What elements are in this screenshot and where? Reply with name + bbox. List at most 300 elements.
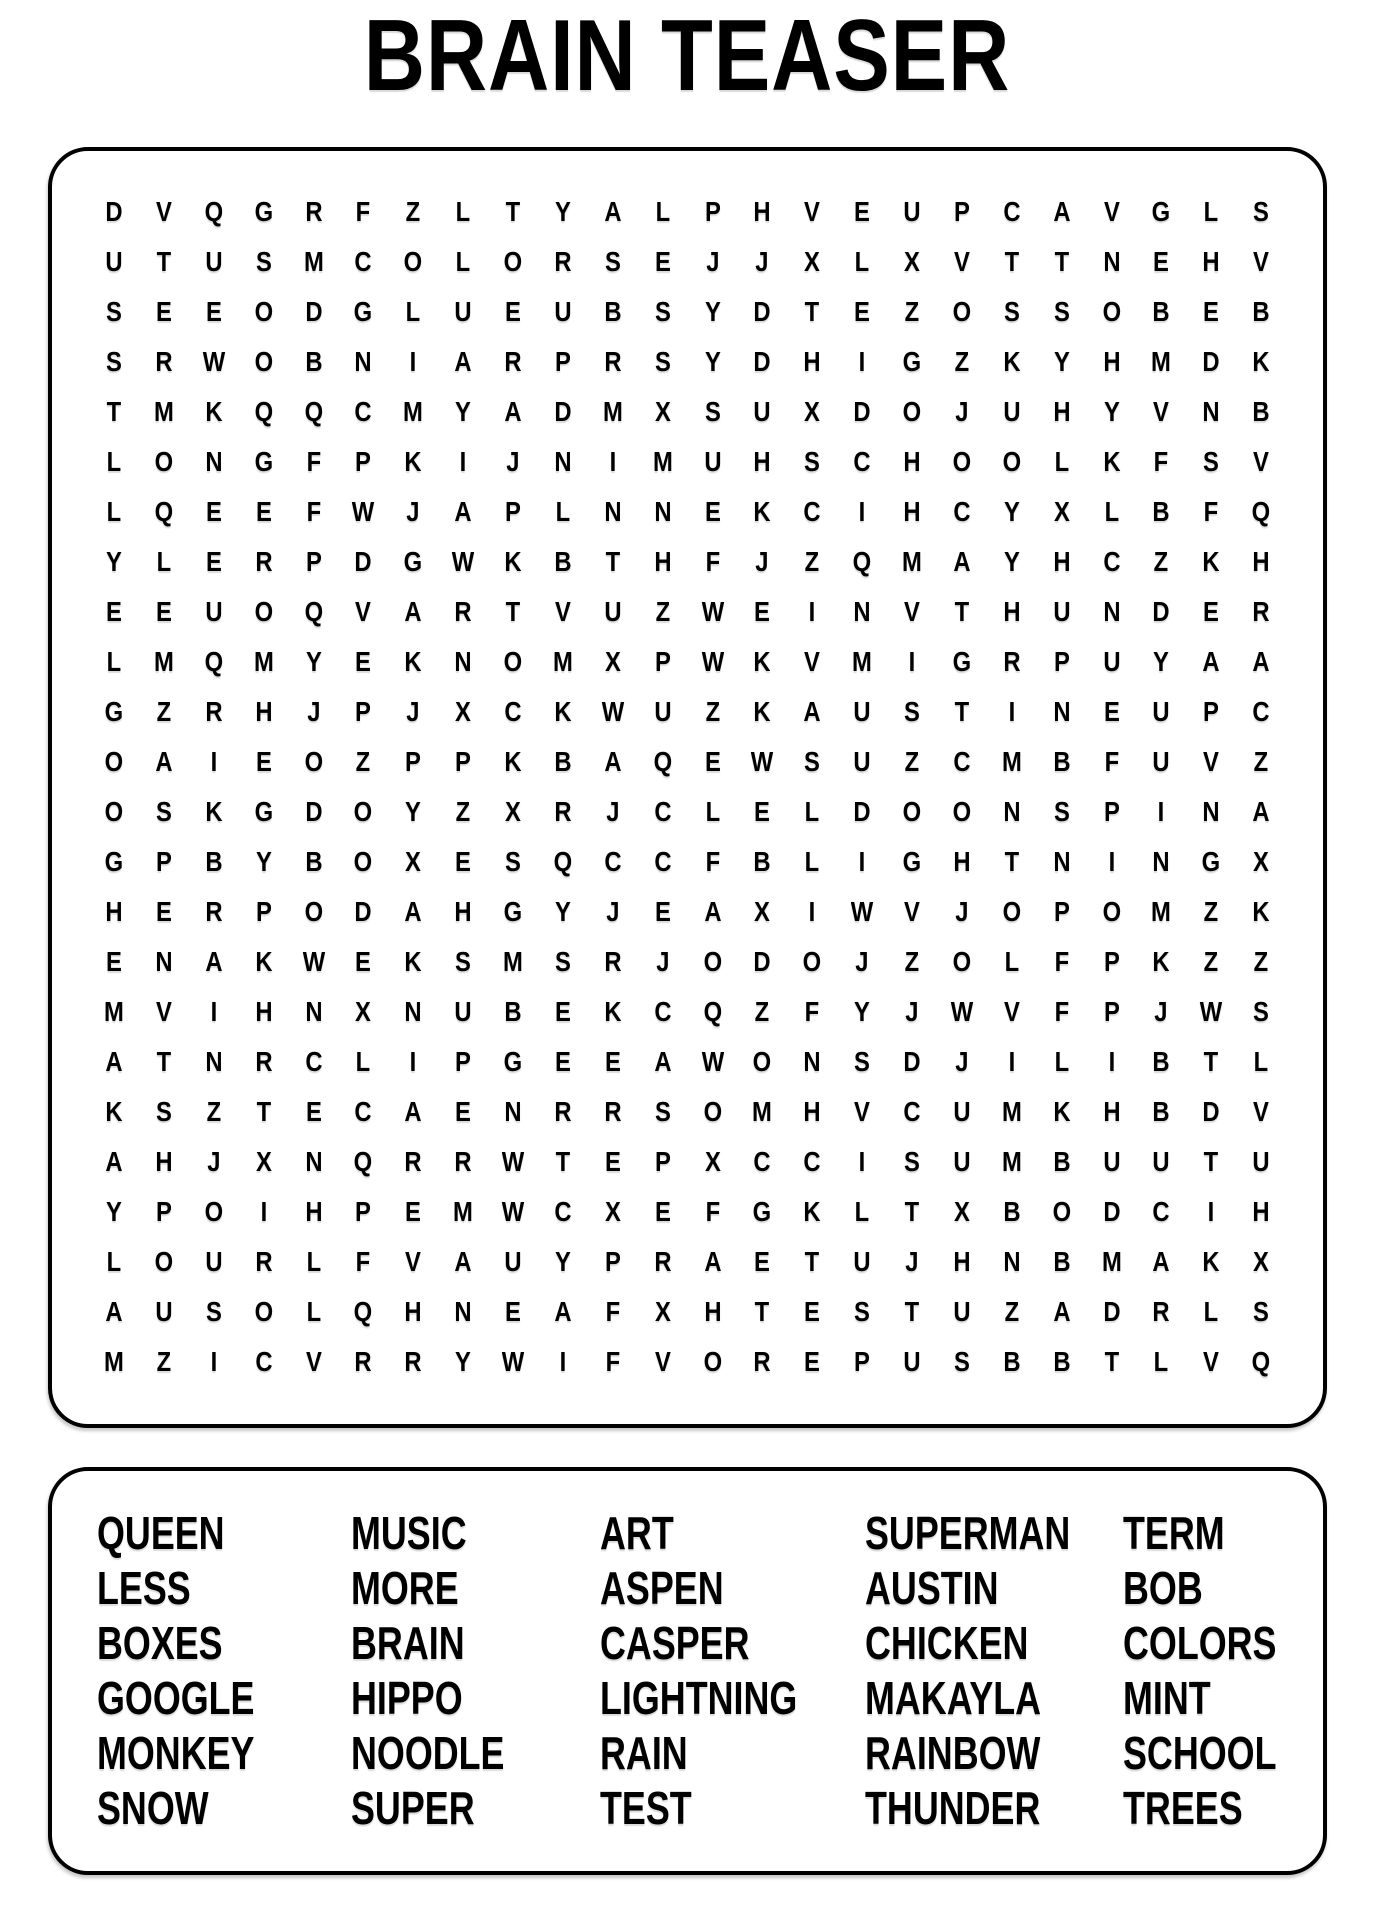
grid-letter: Q xyxy=(1251,496,1271,527)
grid-letter: D xyxy=(853,396,871,427)
grid-letter: T xyxy=(156,1046,172,1077)
grid-letter: Z xyxy=(655,596,670,627)
grid-letter: V xyxy=(903,896,920,927)
grid-letter: L xyxy=(1253,1046,1269,1077)
grid-letter: A xyxy=(454,496,472,527)
grid-letter: L xyxy=(804,846,820,877)
grid-letter: J xyxy=(655,946,670,977)
grid-letter: H xyxy=(254,996,273,1027)
word-list-box xyxy=(48,1467,1327,1875)
grid-letter: I xyxy=(1158,796,1165,827)
grid-letter: N xyxy=(1003,1246,1021,1277)
grid-letter: O xyxy=(354,846,373,877)
grid-letter: W xyxy=(302,946,325,977)
grid-letter: W xyxy=(850,896,874,927)
grid-letter: G xyxy=(1152,196,1171,227)
grid-letter: L xyxy=(804,796,820,827)
grid-letter: T xyxy=(505,196,521,227)
grid-letter: E xyxy=(1153,246,1170,277)
grid-letter: F xyxy=(705,846,720,877)
grid-letter: G xyxy=(354,296,373,327)
grid-letter: U xyxy=(1152,696,1170,727)
grid-letter: B xyxy=(1052,746,1071,777)
grid-letter: J xyxy=(606,896,620,927)
grid-letter: A xyxy=(703,1246,722,1277)
grid-letter: W xyxy=(701,596,724,627)
grid-letter: A xyxy=(404,1096,422,1127)
grid-letter: S xyxy=(804,446,821,477)
word-item: SNOW xyxy=(97,1781,209,1834)
grid-letter: O xyxy=(1002,446,1021,477)
grid-letter: T xyxy=(904,1196,920,1227)
grid-letter: Z xyxy=(904,296,920,327)
grid-letter: L xyxy=(106,646,122,677)
word-item: TEST xyxy=(600,1781,692,1834)
grid-letter: K xyxy=(1152,946,1170,977)
grid-letter: Z xyxy=(156,1346,172,1377)
grid-letter: D xyxy=(1202,346,1220,377)
grid-letter: Z xyxy=(755,996,770,1027)
grid-letter: F xyxy=(1104,746,1119,777)
grid-letter: U xyxy=(953,1146,971,1177)
grid-letter: O xyxy=(254,346,273,377)
grid-letter: U xyxy=(454,296,472,327)
grid-letter: C xyxy=(653,996,672,1027)
grid-letter: R xyxy=(604,346,622,377)
grid-letter: H xyxy=(903,496,921,527)
grid-letter: X xyxy=(903,246,920,277)
grid-letter: M xyxy=(752,1096,773,1127)
grid-letter: R xyxy=(404,1146,422,1177)
grid-letter: E xyxy=(355,646,372,677)
grid-letter: T xyxy=(804,296,820,327)
grid-letter: W xyxy=(451,546,475,577)
grid-letter: C xyxy=(653,796,672,827)
grid-letter: R xyxy=(205,896,223,927)
grid-letter: T xyxy=(1054,246,1069,277)
grid-letter: U xyxy=(953,1296,971,1327)
grid-letter: I xyxy=(908,646,916,677)
grid-letter: A xyxy=(1202,646,1220,677)
grid-letter: Y xyxy=(554,1246,571,1277)
grid-letter: Q xyxy=(653,746,672,777)
grid-letter: F xyxy=(1054,996,1069,1027)
grid-letter: L xyxy=(555,496,571,527)
word-item: MAKAYLA xyxy=(865,1671,1042,1724)
word-item: CHICKEN xyxy=(865,1616,1029,1669)
grid-letter: K xyxy=(254,946,273,977)
grid-letter: X xyxy=(953,1196,970,1227)
grid-letter: K xyxy=(753,496,771,527)
grid-letter: F xyxy=(705,1196,720,1227)
grid-letter: M xyxy=(1101,1246,1122,1277)
grid-letter: D xyxy=(304,796,323,827)
grid-letter: R xyxy=(1252,596,1270,627)
grid-letter: Z xyxy=(1154,546,1169,577)
grid-letter: S xyxy=(654,1096,671,1127)
grid-letter: Q xyxy=(703,996,722,1027)
grid-letter: E xyxy=(355,946,372,977)
grid-letter: W xyxy=(751,746,774,777)
word-item: COLORS xyxy=(1123,1616,1277,1669)
grid-letter: E xyxy=(704,496,721,527)
grid-letter: H xyxy=(1052,546,1071,577)
grid-letter: P xyxy=(1053,646,1070,677)
grid-letter: E xyxy=(455,846,472,877)
grid-letter: N xyxy=(1003,796,1021,827)
grid-letter: E xyxy=(604,1146,621,1177)
grid-letter: P xyxy=(704,196,721,227)
grid-letter: D xyxy=(304,296,323,327)
grid-letter: R xyxy=(504,346,522,377)
grid-letter: A xyxy=(803,696,821,727)
grid-letter: G xyxy=(902,346,922,377)
grid-letter: X xyxy=(1253,1246,1270,1277)
grid-letter: M xyxy=(453,1196,473,1227)
word-list-column xyxy=(600,1505,853,1835)
word-item: MINT xyxy=(1123,1671,1211,1724)
grid-letter: C xyxy=(354,396,372,427)
grid-letter: E xyxy=(754,796,771,827)
grid-letter: N xyxy=(354,346,372,377)
grid-letter: T xyxy=(1203,1146,1219,1177)
grid-letter: I xyxy=(409,1046,417,1077)
grid-letter: Y xyxy=(554,896,571,927)
grid-letter: X xyxy=(754,896,771,927)
grid-letter: U xyxy=(1252,1146,1270,1177)
grid-letter: G xyxy=(104,696,124,727)
grid-letter: M xyxy=(253,646,274,677)
grid-letter: Q xyxy=(204,196,223,227)
grid-letter: P xyxy=(355,696,372,727)
grid-letter: M xyxy=(902,546,922,577)
grid-letter: K xyxy=(753,646,771,677)
grid-letter: O xyxy=(902,396,922,427)
grid-letter: D xyxy=(1102,1296,1121,1327)
grid-letter: Z xyxy=(904,746,920,777)
grid-letter: E xyxy=(105,596,122,627)
grid-letter: L xyxy=(106,1246,122,1277)
grid-letter: A xyxy=(454,1246,472,1277)
word-item: MORE xyxy=(351,1561,459,1614)
grid-letter: P xyxy=(953,196,970,227)
grid-letter: C xyxy=(953,496,971,527)
grid-letter: I xyxy=(858,346,866,377)
grid-letter: O xyxy=(403,246,423,277)
grid-letter: E xyxy=(255,746,272,777)
grid-letter: A xyxy=(604,196,622,227)
grid-letter: W xyxy=(352,496,375,527)
grid-letter: Q xyxy=(1251,1346,1271,1377)
grid-letter: G xyxy=(952,646,972,677)
grid-letter: C xyxy=(753,1146,771,1177)
grid-letter: V xyxy=(804,646,821,677)
grid-letter: I xyxy=(858,846,866,877)
grid-letter: E xyxy=(704,746,721,777)
word-item: RAIN xyxy=(600,1726,688,1779)
grid-letter: H xyxy=(753,196,771,227)
grid-letter: Y xyxy=(455,1346,472,1377)
grid-letter: V xyxy=(1203,746,1220,777)
grid-letter: S xyxy=(903,696,920,727)
grid-letter: H xyxy=(753,446,771,477)
grid-letter: E xyxy=(854,296,871,327)
grid-letter: L xyxy=(1054,1046,1069,1077)
grid-letter: V xyxy=(1203,1346,1220,1377)
grid-letter: I xyxy=(1108,846,1115,877)
grid-letter: J xyxy=(406,496,420,527)
grid-letter: A xyxy=(953,546,971,577)
grid-letter: E xyxy=(504,1296,521,1327)
grid-letter: G xyxy=(1201,846,1221,877)
grid-letter: Y xyxy=(1103,396,1120,427)
grid-letter: X xyxy=(455,696,472,727)
grid-letter: Z xyxy=(904,946,920,977)
grid-letter: C xyxy=(853,446,871,477)
grid-letter: B xyxy=(1252,396,1270,427)
grid-letter: I xyxy=(210,996,217,1027)
grid-letter: J xyxy=(955,396,969,427)
grid-letter: H xyxy=(953,846,971,877)
grid-letter: C xyxy=(1102,546,1121,577)
grid-letter: C xyxy=(604,846,622,877)
grid-letter: A xyxy=(105,1146,123,1177)
grid-letter: H xyxy=(803,1096,821,1127)
grid-letter: F xyxy=(356,1246,371,1277)
grid-letter: Y xyxy=(255,846,272,877)
grid-letter: I xyxy=(858,1146,866,1177)
grid-letter: F xyxy=(605,1296,620,1327)
grid-letter: L xyxy=(455,246,471,277)
grid-letter: P xyxy=(355,446,372,477)
grid-letter: O xyxy=(753,1046,772,1077)
grid-letter: C xyxy=(554,1196,572,1227)
grid-letter: J xyxy=(306,696,321,727)
grid-letter: O xyxy=(204,1196,223,1227)
grid-letter: Q xyxy=(553,846,573,877)
grid-letter: M xyxy=(1151,346,1172,377)
grid-letter: N xyxy=(205,1046,223,1077)
grid-letter: N xyxy=(155,946,173,977)
grid-letter: B xyxy=(554,546,572,577)
grid-letter: S xyxy=(604,246,621,277)
grid-letter: X xyxy=(405,846,422,877)
grid-letter: Y xyxy=(1003,496,1020,527)
grid-letter: U xyxy=(853,746,871,777)
grid-letter: G xyxy=(753,1196,772,1227)
grid-letter: J xyxy=(955,896,969,927)
grid-letter: R xyxy=(205,696,223,727)
grid-letter: Q xyxy=(354,1296,373,1327)
grid-letter: U xyxy=(454,996,472,1027)
grid-letter: E xyxy=(754,1246,771,1277)
grid-letter: F xyxy=(356,196,371,227)
grid-letter: Q xyxy=(204,646,223,677)
grid-letter: R xyxy=(454,596,472,627)
grid-letter: N xyxy=(205,446,223,477)
word-item: MUSIC xyxy=(351,1506,467,1559)
grid-letter: O xyxy=(1102,896,1121,927)
grid-letter: Y xyxy=(105,1196,122,1227)
word-item: RAINBOW xyxy=(865,1726,1041,1779)
grid-letter: J xyxy=(606,796,620,827)
grid-letter: K xyxy=(504,746,522,777)
grid-letter: J xyxy=(905,996,919,1027)
grid-letter: V xyxy=(1253,446,1270,477)
grid-letter: I xyxy=(210,746,217,777)
grid-letter: B xyxy=(1052,1146,1071,1177)
grid-letter: Z xyxy=(954,346,970,377)
grid-letter: O xyxy=(104,796,124,827)
grid-letter: I xyxy=(459,446,467,477)
grid-letter: R xyxy=(604,1096,622,1127)
grid-letter: J xyxy=(506,446,520,477)
grid-letter: W xyxy=(501,1146,525,1177)
grid-letter: V xyxy=(1103,196,1120,227)
grid-letter: W xyxy=(501,1346,525,1377)
grid-letter: H xyxy=(1202,246,1220,277)
grid-letter: Z xyxy=(1203,946,1219,977)
word-item: MONKEY xyxy=(97,1726,255,1779)
grid-letter: U xyxy=(604,596,622,627)
grid-letter: S xyxy=(654,346,671,377)
grid-letter: S xyxy=(1053,796,1070,827)
grid-letter: K xyxy=(1202,1246,1220,1277)
grid-letter: Y xyxy=(1003,546,1020,577)
grid-letter: O xyxy=(104,746,124,777)
grid-letter: Z xyxy=(356,746,371,777)
grid-letter: E xyxy=(1203,596,1220,627)
grid-letter: K xyxy=(404,646,422,677)
grid-letter: Y xyxy=(405,796,422,827)
grid-letter: O xyxy=(154,446,174,477)
grid-letter: E xyxy=(455,1096,472,1127)
word-list-column xyxy=(351,1505,548,1835)
grid-letter: M xyxy=(1151,896,1172,927)
grid-letter: C xyxy=(1003,196,1021,227)
grid-letter: M xyxy=(852,646,872,677)
grid-letter: H xyxy=(105,896,123,927)
grid-letter: U xyxy=(653,696,672,727)
grid-letter: I xyxy=(1008,696,1015,727)
grid-letter: A xyxy=(1252,646,1270,677)
letter-grid-box xyxy=(48,147,1327,1428)
grid-letter: Z xyxy=(1004,1296,1019,1327)
grid-letter: U xyxy=(205,596,223,627)
grid-letter: Y xyxy=(105,546,122,577)
grid-letter: O xyxy=(952,796,972,827)
grid-letter: N xyxy=(454,1296,472,1327)
grid-letter: Q xyxy=(254,396,273,427)
grid-letter: Q xyxy=(304,396,323,427)
grid-letter: N xyxy=(554,446,572,477)
grid-letter: V xyxy=(355,596,372,627)
grid-letter: V xyxy=(305,1346,322,1377)
grid-letter: S xyxy=(504,846,521,877)
grid-letter: X xyxy=(804,396,821,427)
grid-letter: R xyxy=(1003,646,1021,677)
grid-letter: K xyxy=(1252,896,1270,927)
grid-letter: T xyxy=(555,1146,571,1177)
grid-letter: H xyxy=(953,1246,971,1277)
grid-letter: P xyxy=(854,1346,871,1377)
grid-letter: R xyxy=(354,1346,372,1377)
grid-letter: E xyxy=(205,496,222,527)
grid-letter: D xyxy=(753,296,771,327)
grid-letter: T xyxy=(256,1096,271,1127)
grid-letter: E xyxy=(305,1096,322,1127)
grid-letter: O xyxy=(304,896,323,927)
grid-letter: N xyxy=(304,996,323,1027)
grid-letter: Z xyxy=(804,546,820,577)
grid-letter: B xyxy=(504,996,522,1027)
grid-letter: L xyxy=(1203,1296,1219,1327)
grid-letter: A xyxy=(703,896,722,927)
grid-letter: V xyxy=(654,1346,671,1377)
grid-letter: U xyxy=(1152,1146,1170,1177)
grid-letter: Y xyxy=(1053,346,1070,377)
grid-letter: Y xyxy=(854,996,871,1027)
grid-letter: K xyxy=(205,796,223,827)
grid-letter: Y xyxy=(704,296,721,327)
grid-letter: Y xyxy=(554,196,571,227)
grid-letter: C xyxy=(254,1346,273,1377)
grid-letter: K xyxy=(504,546,522,577)
grid-letter: K xyxy=(1052,1096,1071,1127)
grid-letter: P xyxy=(455,746,472,777)
grid-letter: L xyxy=(1203,196,1219,227)
grid-letter: O xyxy=(703,1346,722,1377)
grid-letter: H xyxy=(254,696,273,727)
grid-letter: F xyxy=(705,546,720,577)
grid-letter: J xyxy=(406,696,420,727)
grid-letter: B xyxy=(1052,1346,1071,1377)
grid-letter: S xyxy=(854,1046,871,1077)
grid-letter: W xyxy=(950,996,974,1027)
grid-letter: H xyxy=(653,546,672,577)
grid-letter: O xyxy=(1002,896,1021,927)
grid-letter: L xyxy=(455,196,471,227)
grid-letter: S xyxy=(1003,296,1020,327)
grid-letter: E xyxy=(155,596,172,627)
grid-letter: U xyxy=(1152,746,1170,777)
grid-letter: I xyxy=(1207,1196,1215,1227)
grid-letter: S xyxy=(704,396,721,427)
grid-letter: O xyxy=(503,646,523,677)
grid-letter: S xyxy=(455,946,472,977)
word-item: QUEEN xyxy=(97,1506,225,1559)
grid-letter: M xyxy=(1001,1146,1022,1177)
grid-letter: G xyxy=(254,196,273,227)
grid-letter: P xyxy=(1103,796,1120,827)
grid-letter: E xyxy=(654,246,671,277)
grid-letter: K xyxy=(554,696,572,727)
grid-letter: T xyxy=(505,596,521,627)
grid-letter: E xyxy=(654,896,671,927)
grid-letter: N xyxy=(1052,696,1071,727)
grid-letter: E xyxy=(804,1296,821,1327)
grid-letter: M xyxy=(153,646,174,677)
grid-letter: L xyxy=(1104,496,1119,527)
grid-letter: Q xyxy=(354,1146,373,1177)
grid-letter: E xyxy=(105,946,122,977)
grid-letter: D xyxy=(853,796,871,827)
grid-letter: U xyxy=(554,296,572,327)
grid-letter: V xyxy=(155,196,172,227)
grid-letter: P xyxy=(504,496,521,527)
grid-letter: A xyxy=(155,746,173,777)
grid-letter: Y xyxy=(1153,646,1170,677)
